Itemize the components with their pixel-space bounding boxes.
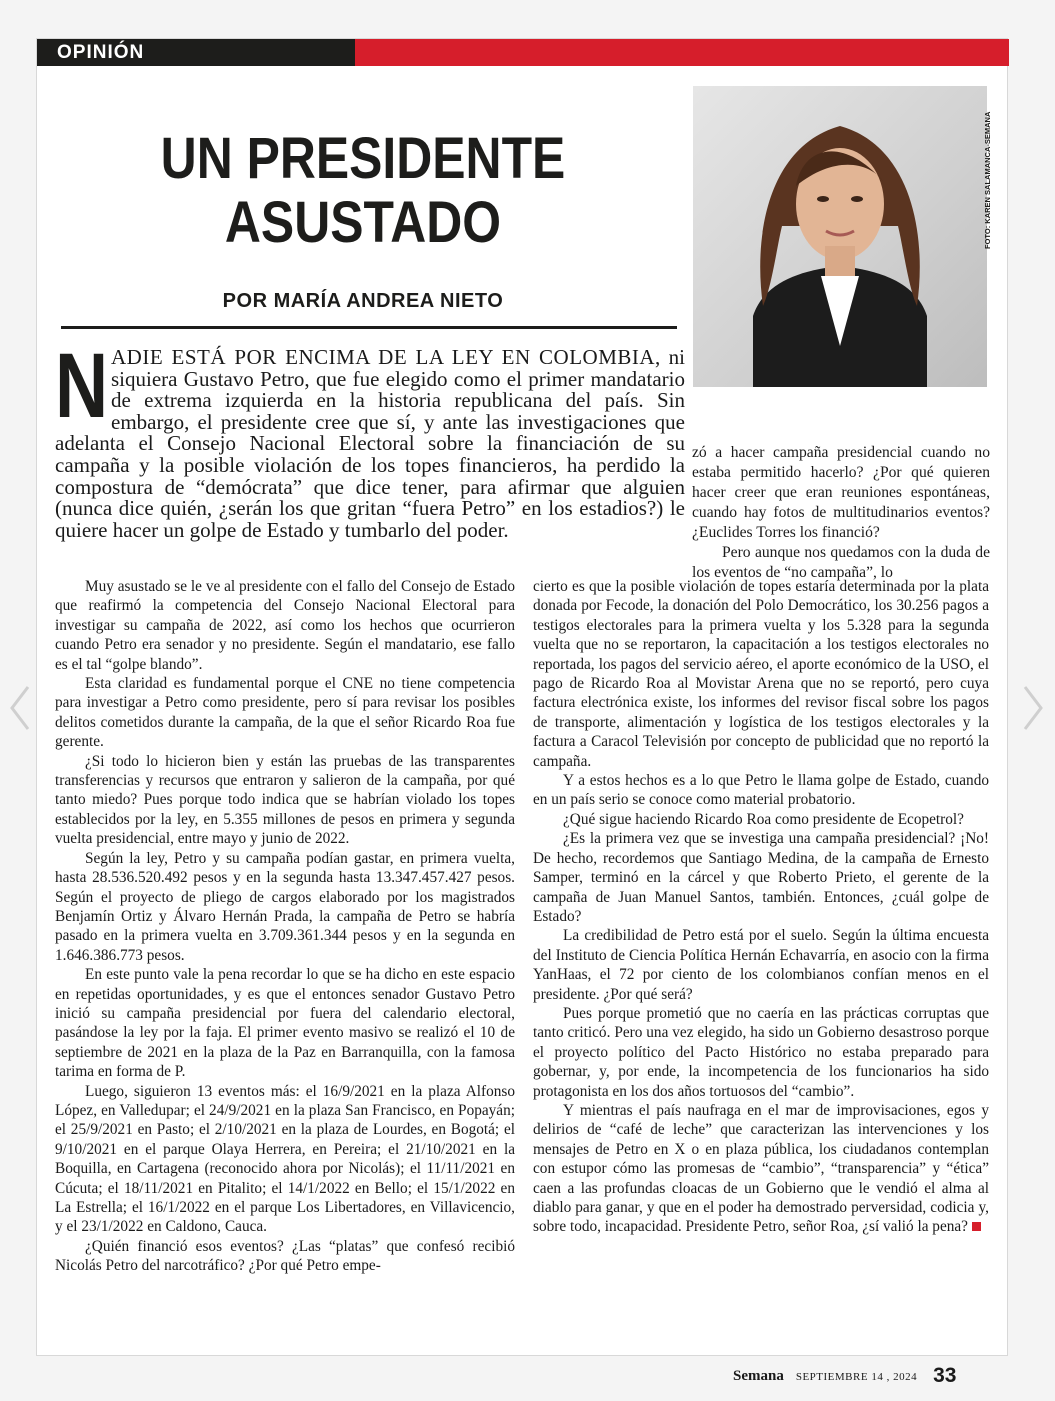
section-bar-red <box>355 39 1009 66</box>
drop-cap: N <box>55 335 109 437</box>
paragraph: Luego, siguieron 13 eventos más: el 16/9/2021 en la plaza Alfonso López, en Valledupar; el 24/9/2021 en la plaza San Francisco, en Popayán; el 25/9/2021 en Pasto; el 2/10/2021 en la plaza de Lourdes, en Bogotá; el 9/10/2021 en el parque Olaya Herrera, en Pereira; el 21/10/2021 en la Boquilla, en Cartagena (reconocido ahora por Nicolás); el 11/11/2021 en Cúcuta; el 18/11/2021 en Pitalito; el 14/1/2022 en Bello; el 15/1/2022 en La Estrella; el 16/1/2022 en el parque Los Libertadores, en Villavicencio, y el 23/1/2022 en Caldono, Cauca. <box>55 1082 515 1236</box>
paragraph: Muy asustado se le ve al presidente con el fallo del Consejo de Estado que reafirmó la competencia del Consejo Nacional Electoral para investigar su campaña de 2022, así como los hechos que ocurrieron cuando Petro era senador y no presidente. Según el mandatario, ese fallo es el tal “golpe blando”. <box>55 578 515 673</box>
lead-text: ni siquiera Gustavo Petro, que fue elegido como el primer mandatario de extrema izquierda en la historia republicana del país. Sin embargo, el presidente cree que sí, y ante las investigaciones que adelanta el Consejo Nacional Electoral sobre la financiación de su campaña y la posible violación de los topes financieros, ha perdido la compostura de “demócrata” que dice tener, para afirmar que alguien (nunca dice quién, ¿serán los que gritan “fuera Petro” en los estadios?) le quiere hacer un golpe de Estado y tumbarlo del poder. <box>55 345 685 542</box>
issue-date: SEPTIEMBRE 14 , 2024 <box>795 1371 918 1383</box>
author-photo <box>693 86 987 387</box>
byline: POR MARÍA ANDREA NIETO <box>222 290 504 312</box>
paragraph: La credibilidad de Petro está por el suelo. Según la última encuesta del Instituto de Ciencia Política Hernán Echavarría, en asocio con la firma YanHaas, el 72 por ciento de los colombianos confían menos en el presidente. ¿Por qué será? <box>533 927 989 1003</box>
left-column <box>55 577 515 1276</box>
lead-paragraph <box>55 335 685 542</box>
paragraph: Pues porque prometió que no caería en las prácticas corruptas que tanto criticó. Pero una vez elegido, ha sido un Gobierno desastroso porque el proyecto político del Pacto Histórico no estaba preparado para gobernar, y, por ende, la incompetencia de los funcionarios ha sido protagonista en los dos años tortuosos del “cambio”. <box>533 1004 989 1100</box>
end-mark-icon <box>972 1222 981 1231</box>
paragraph: ¿Qué sigue haciendo Ricardo Roa como presidente de Ecopetrol? <box>563 810 964 828</box>
portrait-illustration <box>693 86 987 387</box>
paragraph: Pero aunque nos quedamos con la duda de los eventos de “no campaña”, lo <box>692 544 990 581</box>
paragraph: En este punto vale la pena recordar lo que se ha dicho en este espacio en repetidas oportunidades, y es que el entonces senador Gustavo Petro inició su campaña presidencial por fuera del calendario electoral, pasándose la ley por la faja. El primer evento masivo se realizó el 10 de septiembre de 2021 en la plaza de la Paz en Barranquilla, con la famosa tarima en forma de P. <box>55 966 515 1081</box>
headline-rule <box>61 326 677 329</box>
paragraph: ¿Si todo lo hicieron bien y están las pruebas de las transparentes transferencias y recursos que entraron y salieron de la campaña, por qué tanto miedo? Pues porque todo indica que se habrían violado los topes establecidos por la ley, en 5.355 millones de pesos en primera y segunda vuelta presidencial, entre mayo y junio de 2022. <box>55 752 515 848</box>
publication-name: Semana <box>733 1368 784 1384</box>
chevron-right-icon[interactable] <box>1017 683 1047 733</box>
photo-credit: FOTO: KAREN SALAMANCA-SEMANA <box>983 111 992 249</box>
paragraph: Y a estos hechos es a lo que Petro le llama golpe de Estado, cuando en un país serio se conoce como material probatorio. <box>533 772 989 809</box>
page-number: 33 <box>933 1364 957 1387</box>
right-column <box>533 577 989 1237</box>
headline-line-1: UN PRESIDENTE <box>160 126 566 191</box>
page-footer <box>733 1364 956 1388</box>
final-paragraph <box>533 1101 989 1237</box>
paragraph: Según la ley, Petro y su campaña podían gastar, en primera vuelta, hasta 28.536.520.492 pesos y en la segunda hasta 13.347.457.427 pesos. Según el proyecto de pliego de cargos elaborado por los magistrados Benjamín Ortiz y Álvaro Hernán Prada, la campaña de Petro se habría pasado en la primera vuelta en 3.709.361.344 pesos y en la segunda en 1.646.386.773 pesos. <box>55 849 515 964</box>
paragraph: ¿Quién financió esos eventos? ¿Las “platas” que confesó recibió Nicolás Petro del narcotráfico? ¿Por qué Petro empe- <box>55 1237 515 1275</box>
section-label: OPINIÓN <box>57 42 145 63</box>
section-bar <box>37 39 1009 66</box>
magazine-page <box>36 38 1008 1356</box>
paragraph: zó a hacer campaña presidencial cuando no estaba permitido hacerlo? ¿Por qué quieren hacer creer que eran reuniones espontáneas, cuando hay fotos de multitudinarios eventos? ¿Euclides Torres los financió? <box>692 444 990 541</box>
paragraph: cierto es que la posible violación de topes estaría determinada por la plata donada por Fecode, la donación del Polo Democrático, los 30.256 pagos a testigos electorales para la primera vuelta y los 5.328 para la segunda vuelta que no se reportaron, la capacitación a los testigos electorales no reportada, los pagos del servicio aéreo, el aporte económico de la USO, el pago de Ricardo Roa al Movistar Arena que no se reportó, pero cuya factura electrónica existe, los informes del revisor fiscal sobre los pagos de transporte, alimentación y logística de los testigos electorales y la factura a Caracol Televisión por concepto de publicidad que no reportó la campaña. <box>533 578 989 770</box>
chevron-left-icon[interactable] <box>6 683 36 733</box>
headline-line-2: ASUSTADO <box>224 190 502 255</box>
headline <box>105 127 621 255</box>
paragraph: ¿Es la primera vez que se investiga una campaña presidencial? ¡No! De hecho, recordemos que Santiago Medina, de la campaña de Ernesto Samper, terminó en la cárcel y que Roberto Prieto, el gerente de la campaña de Juan Manuel Santos, también. Entonces, ¿cuál golpe de Estado? <box>533 830 989 925</box>
right-top-column <box>692 443 990 583</box>
lead-caps: ADIE ESTÁ POR ENCIMA DE LA LEY EN COLOMBIA, <box>111 345 661 369</box>
paragraph: Esta claridad es fundamental porque el CNE no tiene competencia para investigar a Petro como presidente, pero sí para revisar los posibles delitos cometidos durante la campaña, de la que el señor Ricardo Roa fue gerente. <box>55 675 515 751</box>
final-paragraph-text: Y mientras el país naufraga en el mar de improvisaciones, egos y delirios de “café de leche” que caracterizan las intervenciones y los mensajes de Petro en X o en plaza pública, los ciudadanos contemplan con estupor cómo las promesas de “cambio”, “transparencia” y “ética” caen a las profundas cloacas de un Gobierno que le vendió el alma al diablo para ganar, y que en el poder ha demostrado perversidad, codicia y, sobre todo, incapacidad. Presidente Petro, señor Roa, ¿sí valió la pena? <box>533 1101 989 1236</box>
